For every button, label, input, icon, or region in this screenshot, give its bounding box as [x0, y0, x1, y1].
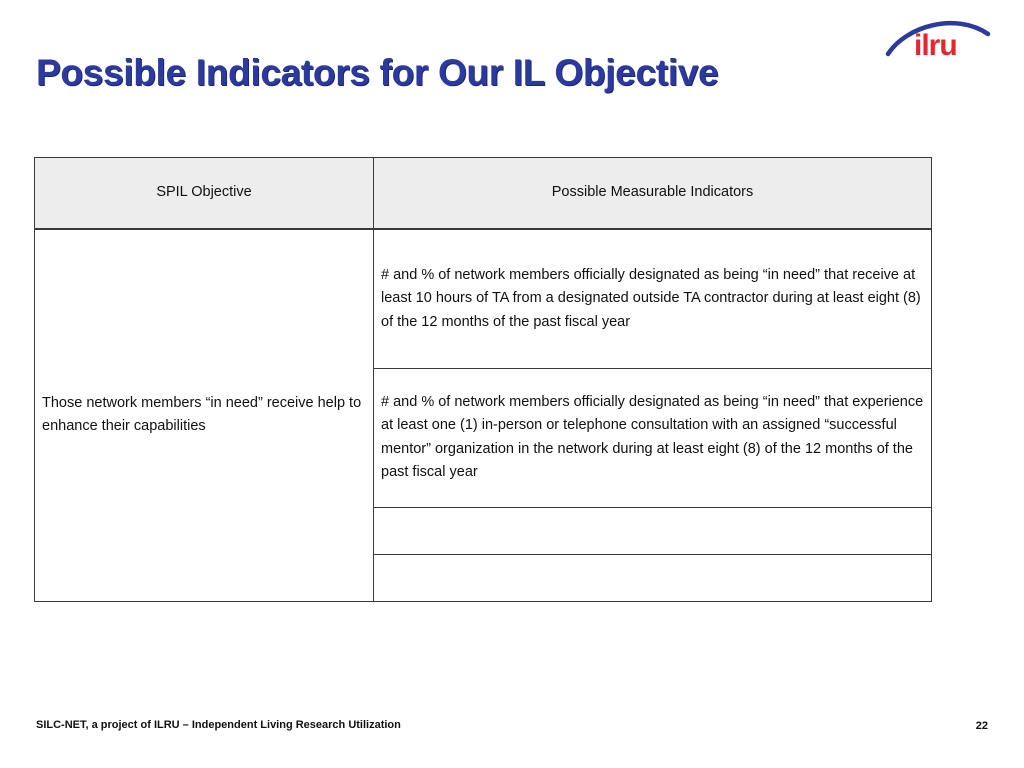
logo-text: ilru [914, 29, 957, 62]
ilru-logo [884, 14, 994, 74]
indicator-cell-4 [374, 554, 932, 601]
header-measurable-indicators: Possible Measurable Indicators [374, 158, 932, 230]
indicator-cell-3 [374, 507, 932, 554]
indicator-cell-1: # and % of network members officially designated as being “in need” that receive at least 10 hours of TA from a designated outside TA contractor during at least eight (8) of the 12 months of the past fiscal year [374, 229, 932, 368]
slide-title: Possible Indicators for Our IL Objective [36, 52, 719, 93]
indicators-table [34, 157, 932, 602]
indicator-cell-2: # and % of network members officially designated as being “in need” that experience at least one (1) in-person or telephone consultation with an assigned “successful mentor” organization in the network during at least eight (8) of the 12 months of the past fiscal year [374, 368, 932, 507]
table-header-row [35, 158, 932, 230]
table-row [35, 229, 932, 368]
objective-cell: Those network members “in need” receive help to enhance their capabilities [35, 229, 374, 601]
header-spil-objective: SPIL Objective [35, 158, 374, 230]
footer-credit: SILC-NET, a project of ILRU – Independent Living Research Utilization [36, 719, 401, 731]
page-number: 22 [975, 720, 988, 732]
